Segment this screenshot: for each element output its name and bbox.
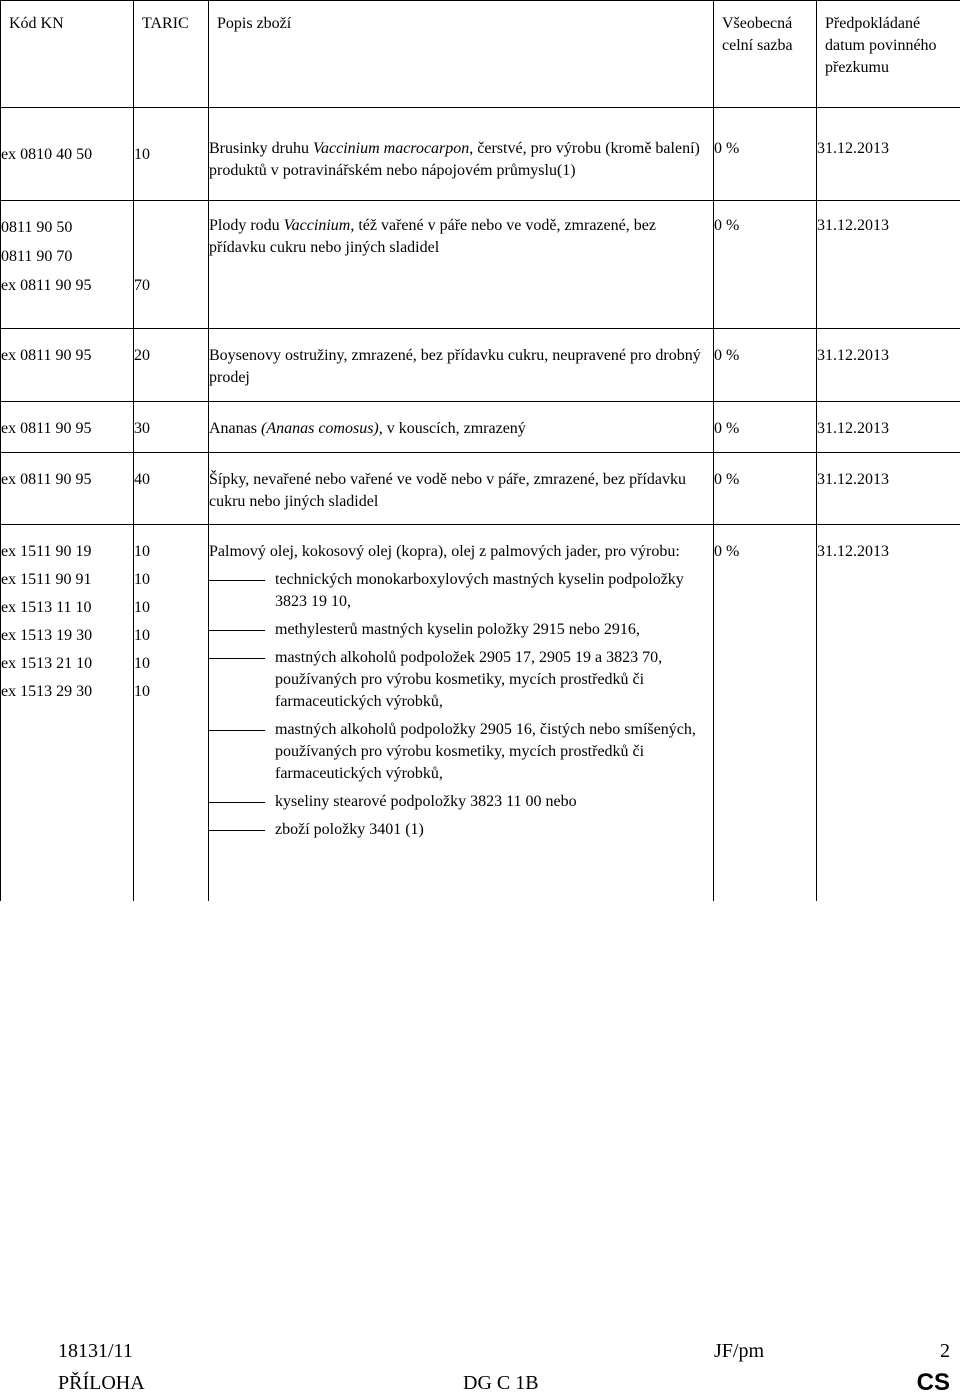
cn-code: ex 0811 90 95 bbox=[1, 347, 92, 364]
list-item: mastných alkoholů podpoložek 2905 17, 2905 19 a 3823 70, používaných pro výrobu kosmetiky, mycích prostředků či farmaceutických výrobků, bbox=[209, 647, 713, 713]
cn-code: 0811 90 70 bbox=[1, 248, 73, 265]
review-date: 31.12.2013 bbox=[817, 108, 960, 201]
cn-code: ex 0811 90 95 bbox=[1, 277, 92, 294]
taric-code bbox=[134, 246, 208, 275]
cn-code: ex 1513 19 30 bbox=[1, 627, 93, 644]
list-item: methylesterů mastných kyselin položky 2915 nebo 2916, bbox=[209, 619, 713, 641]
description: Brusinky druhu Vaccinium macrocarpon, čerstvé, pro výrobu (kromě balení) produktů v potravinářském nebo nápojovém průmyslu(1) bbox=[209, 108, 714, 201]
taric-code: 10 bbox=[134, 599, 150, 616]
table-row bbox=[1, 525, 960, 901]
description: Ananas (Ananas comosus), v kouscích, zmrazený bbox=[209, 402, 714, 453]
initials: JF/pm bbox=[714, 1340, 765, 1362]
annex-label: PŘÍLOHA bbox=[58, 1372, 145, 1394]
list-item: kyseliny stearové podpoložky 3823 11 00 nebo bbox=[209, 791, 713, 813]
review-date: 31.12.2013 bbox=[817, 453, 960, 525]
review-date: 31.12.2013 bbox=[817, 402, 960, 453]
dg-label: DG C 1B bbox=[463, 1372, 539, 1394]
description: Palmový olej, kokosový olej (kopra), olej z palmových jader, pro výrobu: technických monokarboxylových mastných kyselin podpoložky 3823 19 10, methylesterů mastných kyselin položky 2915 nebo 2916, mastných alkoholů podpoložek 2905 17, 2905 19 a 3823 70, používaných pro výrobu kosmetiky, mycích prostředků či farmaceutických výrobků, mastných alkoholů podpoložky 2905 16, čistých nebo smíšených, používaných pro výrobu kosmetiky, mycích prostředků či farmaceutických výrobků, kyseliny stearové podpoložky 3823 11 00 nebo zboží položky 3401 (1) bbox=[209, 525, 714, 901]
dash-marker bbox=[209, 802, 265, 803]
cn-code: ex 0811 90 95 bbox=[1, 471, 92, 488]
table-row bbox=[1, 108, 960, 201]
description: Šípky, nevařené nebo vařené ve vodě nebo v páře, zmrazené, bez přídavku cukru nebo jiných sladidel bbox=[209, 453, 714, 525]
cn-code: ex 1513 29 30 bbox=[1, 683, 93, 700]
taric-code: 10 bbox=[134, 146, 150, 163]
taric-code: 10 bbox=[134, 543, 150, 560]
duty-rate: 0 % bbox=[714, 329, 817, 402]
header-popis: Popis zboží bbox=[209, 1, 714, 108]
header-taric: TARIC bbox=[134, 1, 209, 108]
taric-code: 10 bbox=[134, 571, 150, 588]
table-row bbox=[1, 201, 960, 329]
taric-code: 40 bbox=[134, 471, 150, 488]
review-date: 31.12.2013 bbox=[817, 525, 960, 901]
description: Plody rodu Vaccinium, též vařené v páře nebo ve vodě, zmrazené, bez přídavku cukru nebo jiných sladidel bbox=[209, 201, 714, 329]
duty-rate: 0 % bbox=[714, 402, 817, 453]
dash-marker bbox=[209, 730, 265, 731]
list-item: zboží položky 3401 (1) bbox=[209, 819, 713, 841]
cn-code: ex 0811 90 95 bbox=[1, 420, 92, 437]
taric-code: 10 bbox=[134, 655, 150, 672]
table-row bbox=[1, 453, 960, 525]
dash-marker bbox=[209, 658, 265, 659]
duty-rate: 0 % bbox=[714, 108, 817, 201]
cn-code: ex 1513 11 10 bbox=[1, 599, 92, 616]
header-datum: Předpokládané datum povinného přezkumu bbox=[817, 1, 960, 108]
taric-code: 70 bbox=[134, 277, 150, 294]
review-date: 31.12.2013 bbox=[817, 329, 960, 402]
cn-code: 0811 90 50 bbox=[1, 219, 73, 236]
taric-code: 30 bbox=[134, 420, 150, 437]
doc-number: 18131/11 bbox=[58, 1340, 133, 1362]
duty-rate: 0 % bbox=[714, 201, 817, 329]
dash-marker bbox=[209, 580, 265, 581]
cn-code: ex 1511 90 91 bbox=[1, 571, 92, 588]
duty-rate: 0 % bbox=[714, 453, 817, 525]
language-code: CS bbox=[916, 1369, 950, 1396]
dash-marker bbox=[209, 630, 265, 631]
taric-code: 10 bbox=[134, 683, 150, 700]
page-number: 2 bbox=[940, 1340, 950, 1362]
taric-code: 10 bbox=[134, 627, 150, 644]
duty-rate: 0 % bbox=[714, 525, 817, 901]
dash-marker bbox=[209, 830, 265, 831]
table-row bbox=[1, 329, 960, 402]
list-item: technických monokarboxylových mastných kyselin podpoložky 3823 19 10, bbox=[209, 569, 713, 613]
list-item: mastných alkoholů podpoložky 2905 16, čistých nebo smíšených, používaných pro výrobu kosmetiky, mycích prostředků či farmaceutických výrobků, bbox=[209, 719, 713, 785]
table-header-row bbox=[1, 1, 960, 108]
cn-code: ex 1511 90 19 bbox=[1, 543, 92, 560]
description: Boysenovy ostružiny, zmrazené, bez přídavku cukru, neupravené pro drobný prodej bbox=[209, 329, 714, 402]
cn-code: ex 0810 40 50 bbox=[1, 146, 93, 163]
header-sazba: Všeobecná celní sazba bbox=[714, 1, 817, 108]
review-date: 31.12.2013 bbox=[817, 201, 960, 329]
header-kod-kn: Kód KN bbox=[1, 1, 134, 108]
taric-code: 20 bbox=[134, 347, 150, 364]
table-row bbox=[1, 402, 960, 453]
taric-code bbox=[134, 217, 208, 246]
cn-code: ex 1513 21 10 bbox=[1, 655, 93, 672]
